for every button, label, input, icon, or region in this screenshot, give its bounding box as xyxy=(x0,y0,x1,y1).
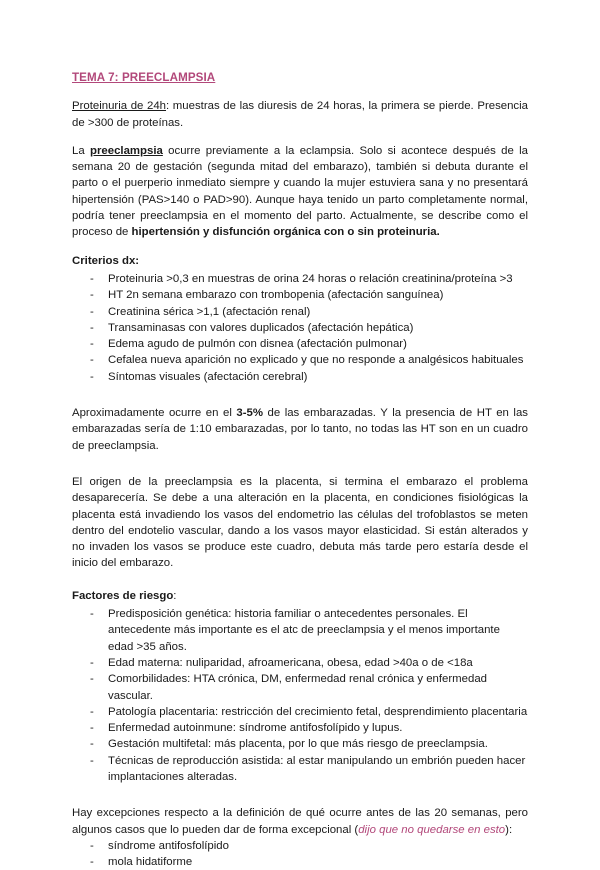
criterios-heading: Criterios dx: xyxy=(72,254,140,267)
intro-pre: La xyxy=(72,144,91,157)
list-item: - Patología placentaria: restricción del crecimiento fetal, desprendimiento placentaria xyxy=(72,704,528,720)
factores-heading xyxy=(72,588,528,604)
list-item: - Síntomas visuales (afectación cerebral) xyxy=(72,369,528,385)
list-item: - Gestación multifetal: más placenta, por lo que más riesgo de preeclampsia. xyxy=(72,736,528,752)
factores-heading-text: Factores de riesgo xyxy=(72,589,174,602)
list-item: - Predisposición genética: historia familiar o antecedentes personales. El antecedente más importante es el atc de preeclampsia y el menos importante edad >35 años. xyxy=(72,606,528,655)
exceptions-paragraph xyxy=(72,805,528,838)
list-item: - Proteinuria >0,3 en muestras de orina 24 horas o relación creatinina/proteína >3 xyxy=(72,271,528,287)
factores-list xyxy=(72,606,528,785)
proteinuria-term: Proteinuria de 24h xyxy=(72,100,167,113)
exceptions-close: ): xyxy=(505,823,513,836)
exceptions-note: dijo que no quedarse en esto xyxy=(358,823,506,836)
list-item: - HT 2n semana embarazo con trombopenia (afectación sanguínea) xyxy=(72,287,528,303)
list-item: - Comorbilidades: HTA crónica, DM, enfermedad renal crónica y enfermedad vascular. xyxy=(72,671,528,704)
list-item: - Edema agudo de pulmón con disnea (afectación pulmonar) xyxy=(72,336,528,352)
factores-colon: : xyxy=(173,589,177,602)
incidence-post: de las embarazadas. Y la presencia de HT en las embarazadas sería de 1:10 embarazadas, por lo tanto, no todas las HT son en un cuadro de preeclampsia. xyxy=(72,407,528,452)
intro-body: ocurre previamente a la eclampsia. Solo si acontece después de la semana 20 de gestación (segunda mitad del embarazo), también si debuta durante el parto o el puerperio inmediato siempre y cuando la mujer estuviera sana y no presentará hipertensión (PAS>140 o PAD>90). Aunque haya tenido un parto completamente normal, podría tener preeclampsia en el momento del parto. Actualmente, se describe como el proceso de xyxy=(72,144,528,239)
intro-definition: hipertensión y disfunción orgánica con o sin proteinuria. xyxy=(131,226,440,239)
list-item: - Transaminasas con valores duplicados (afectación hepática) xyxy=(72,320,528,336)
list-item: - Técnicas de reproducción asistida: al estar manipulando un embrión pueden hacer implantaciones alteradas. xyxy=(72,753,528,786)
criterios-list xyxy=(72,271,528,385)
incidence-pre: Aproximadamente ocurre en el xyxy=(72,407,237,420)
incidence-paragraph xyxy=(72,405,528,454)
proteinuria-text: : muestras de las diuresis de 24 horas, la primera se pierde. Presencia de >300 de proteínas. xyxy=(72,100,528,129)
document-page xyxy=(72,70,528,870)
intro-paragraph xyxy=(72,143,528,241)
incidence-percent: 3-5% xyxy=(236,407,263,420)
exceptions-text: Hay excepciones respecto a la definición de qué ocurre antes de las 20 semanas, pero algunos casos que lo pueden dar de forma excepcional ( xyxy=(72,807,528,836)
intro-keyword: preeclampsia xyxy=(90,144,163,157)
list-item: - síndrome antifosfolípido xyxy=(72,838,528,854)
list-item: - Cefalea nueva aparición no explicado y que no responde a analgésicos habituales xyxy=(72,352,528,368)
list-item: - Enfermedad autoinmune: síndrome antifosfolípido y lupus. xyxy=(72,720,528,736)
list-item: - Edad materna: nuliparidad, afroamericana, obesa, edad >40a o de <18a xyxy=(72,655,528,671)
list-item: - Creatinina sérica >1,1 (afectación renal) xyxy=(72,304,528,320)
page-title: TEMA 7: PREECLAMPSIA xyxy=(72,71,216,84)
origin-paragraph: El origen de la preeclampsia es la placenta, si termina el embarazo el problema desaparecería. Se debe a una alteración en la placenta, en condiciones fisiológicas la placenta está invadiendo los vasos del endometrio las células del trofoblastos se meten dentro del endotelio vascular, dando a los vasos mayor elasticidad. Si están alterados y no invaden los vasos se produce este cuadro, debuta más tarde pero estaría desde el inicio del embarazo. xyxy=(72,475,528,570)
exceptions-list xyxy=(72,838,528,870)
proteinuria-paragraph xyxy=(72,98,528,131)
list-item: - mola hidatiforme xyxy=(72,854,528,870)
